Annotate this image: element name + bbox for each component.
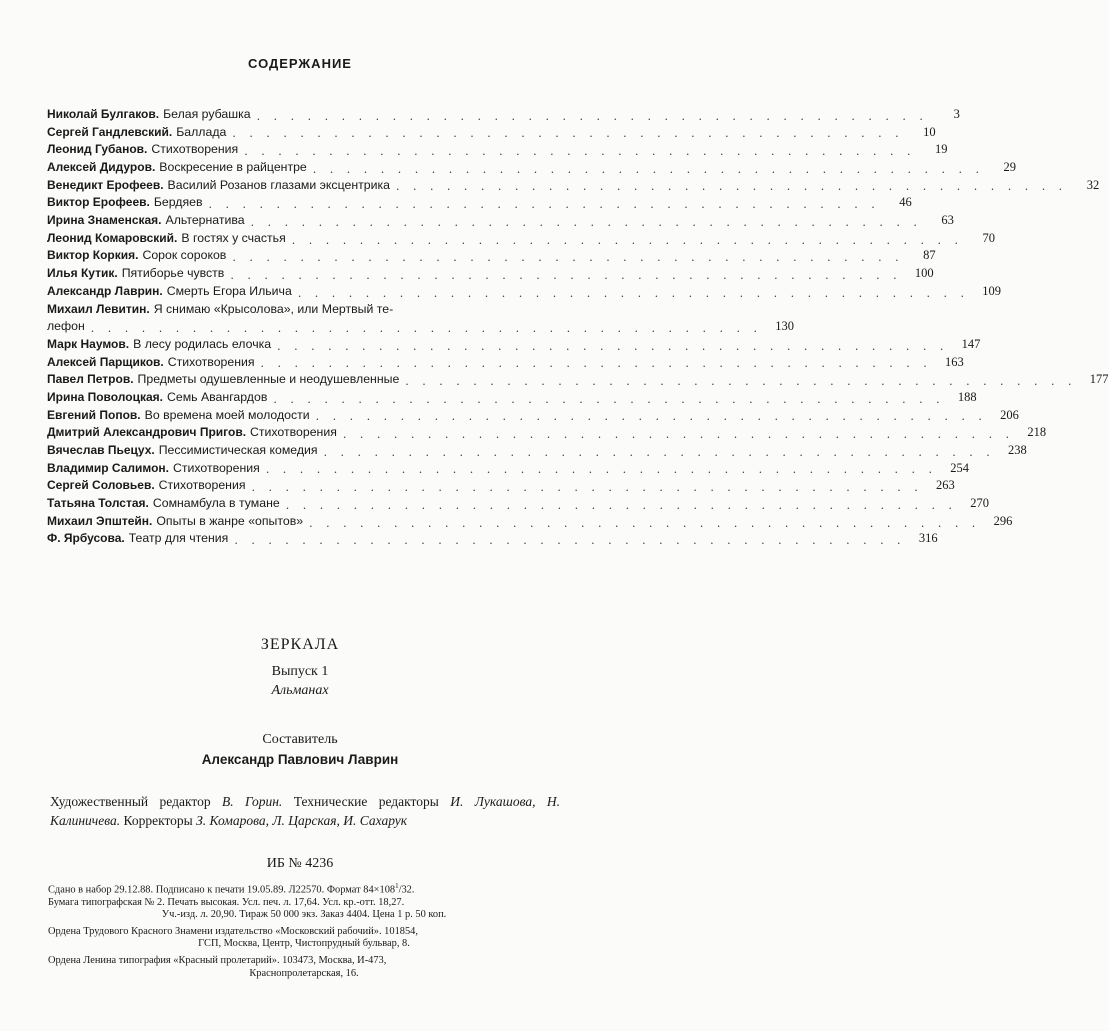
toc-work-title: Воскресение в райцентре <box>159 160 307 175</box>
imprint-line-3: Уч.-изд. л. 20,90. Тираж 50 000 экз. Заказ 4404. Цена 1 р. 50 коп. <box>161 908 447 920</box>
toc-author: Алексей Дидуров. <box>47 160 156 175</box>
printer-line-2: Краснопролетарская, 16. <box>249 967 359 979</box>
toc-leader-dots: . . . . . . . . . . . . . . . . . . . . . . . . . . . . . . . . . . . . . . . . <box>256 109 928 123</box>
toc-work-title: Семь Авангардов <box>166 389 268 404</box>
toc-author: Венедикт Ерофеев. <box>47 177 164 192</box>
toc-leader-dots: . . . . . . . . . . . . . . . . . . . . . . . . . . . . . . . . . . . . . . . . <box>90 321 762 335</box>
toc-work-title: Белая рубашка <box>163 106 251 121</box>
toc-entry-text <box>47 353 255 372</box>
toc-entry <box>47 442 1027 460</box>
toc-entry <box>47 265 934 283</box>
genre-label: Альманах <box>271 683 329 698</box>
toc-work-title: Стихотворения <box>172 460 260 475</box>
toc-entry-text <box>47 264 224 283</box>
toc-author: Марк Наумов. <box>47 336 130 351</box>
toc-author: Сергей Соловьев. <box>47 478 155 493</box>
toc-work-title: Опыты в жанре «опытов» <box>156 513 304 528</box>
toc-author: Дмитрий Александрович Пригов. <box>47 425 247 440</box>
toc-leader-dots: . . . . . . . . . . . . . . . . . . . . . . . . . . . . . . . . . . . . . . . . <box>265 463 938 477</box>
toc-leader-dots: . . . . . . . . . . . . . . . . . . . . . . . . . . . . . . . . . . . . . . . . <box>250 215 922 229</box>
toc-author: Павел Петров. <box>47 372 134 387</box>
toc-page-number: 238 <box>1008 443 1027 458</box>
toc-entry-text <box>47 193 202 212</box>
toc-work-title: Василий Розанов глазами эксцентрика <box>167 177 390 192</box>
toc-leader-dots: . . . . . . . . . . . . . . . . . . . . . . . . . . . . . . . . . . . . . . . . <box>315 410 987 424</box>
toc-title: СОДЕРЖАНИЕ <box>248 56 352 71</box>
toc-entry <box>47 495 989 513</box>
toc-author: Виктор Ерофеев. <box>47 195 150 210</box>
toc-leader-dots: . . . . . . . . . . . . . . . . . . . . . . . . . . . . . . . . . . . . . . . . <box>230 268 902 282</box>
toc-work-title: Я снимаю «Крысолова», или Мертвый те- <box>153 301 394 316</box>
toc-work-title: Стихотворения <box>158 478 246 493</box>
toc-leader-dots: . . . . . . . . . . . . . . . . . . . . . . . . . . . . . . . . . . . . . . . . <box>208 198 880 212</box>
toc-page-number: 254 <box>950 460 970 475</box>
toc-entry-text <box>47 229 286 248</box>
art-editor-name: В. Горин. <box>221 794 283 809</box>
toc-page-number: 32 <box>1086 177 1100 192</box>
toc-leader-dots: . . . . . . . . . . . . . . . . . . . . . . . . . . . . . . . . . . . . . . . . <box>251 481 923 495</box>
toc-work-title: Баллада <box>176 124 227 139</box>
toc-author: Леонид Комаровский. <box>47 230 178 245</box>
toc-entry <box>47 301 556 319</box>
proofreader-2: Л. Царская, <box>272 813 340 828</box>
toc-page-number: 163 <box>945 354 964 369</box>
toc-entry <box>47 389 977 407</box>
tech-editor-2: Н. Калиничева. <box>50 794 561 828</box>
toc-entry <box>47 424 1047 442</box>
toc-entry-text <box>47 300 393 319</box>
toc-entry-text <box>47 370 399 389</box>
toc-leader-dots: . . . . . . . . . . . . . . . . . . . . . . . . . . . . . . . . . . . . . . . . <box>232 127 904 141</box>
publisher-line-2: ГСП, Москва, Центр, Чистопрудный бульвар, 8. <box>198 938 410 950</box>
toc-entry <box>47 159 1017 177</box>
toc-entry <box>47 477 955 495</box>
tech-editors-label: Технические редакторы <box>293 794 439 809</box>
toc-leader-dots: . . . . . . . . . . . . . . . . . . . . . . . . . . . . . . . . . . . . . . . . <box>312 162 985 176</box>
toc-author: Татьяна Толстая. <box>47 496 149 511</box>
toc-page-number: 109 <box>982 283 1002 298</box>
toc-entry <box>47 407 1019 425</box>
toc-leader-dots: . . . . . . . . . . . . . . . . . . . . . . . . . . . . . . . . . . . . . . . . <box>395 180 1068 194</box>
toc-author: Леонид Губанов. <box>47 142 148 157</box>
toc-work-title: лефон <box>47 319 85 334</box>
proofreader-1: З. Комарова, <box>196 813 270 828</box>
toc-entry-text <box>47 105 251 124</box>
toc-entry-text <box>47 140 238 159</box>
toc-entry <box>47 283 1002 301</box>
table-of-contents <box>47 106 1109 548</box>
toc-author: Виктор Коркия. <box>47 248 139 263</box>
toc-entry-text <box>47 476 246 495</box>
toc-work-title: Стихотворения <box>151 142 239 157</box>
toc-entry <box>47 194 912 212</box>
imprint-format-tail: /32. <box>398 884 415 896</box>
issue-number: Выпуск 1 <box>271 664 329 679</box>
toc-entry-text <box>47 335 271 354</box>
toc-leader-dots: . . . . . . . . . . . . . . . . . . . . . . . . . . . . . . . . . . . . . . . . <box>342 428 1015 442</box>
art-editor-label: Художественный редактор <box>50 794 211 809</box>
toc-page-number: 70 <box>982 230 995 245</box>
toc-work-title: Бердяев <box>153 195 203 210</box>
toc-author: Михаил Эпштейн. <box>47 513 153 528</box>
toc-leader-dots: . . . . . . . . . . . . . . . . . . . . . . . . . . . . . . . . . . . . . . . . <box>309 516 981 530</box>
toc-page-number: 177 <box>1089 372 1109 387</box>
toc-work-title: Альтернатива <box>165 213 245 228</box>
proofreaders-label: Корректоры <box>123 813 193 828</box>
toc-leader-dots: . . . . . . . . . . . . . . . . . . . . . . . . . . . . . . . . . . . . . . . . <box>277 339 949 353</box>
toc-page-number: 263 <box>935 478 955 493</box>
toc-author: Сергей Гандлевский. <box>47 124 173 139</box>
toc-entry-text <box>47 529 228 548</box>
toc-page-number: 46 <box>899 195 912 210</box>
toc-entry <box>47 124 936 142</box>
toc-entry-text <box>47 512 303 531</box>
toc-entry-text <box>47 388 267 407</box>
toc-leader-dots: . . . . . . . . . . . . . . . . . . . . . . . . . . . . . . . . . . . . . . . . <box>323 445 995 459</box>
toc-page-number: 270 <box>970 496 989 511</box>
toc-entry <box>47 141 948 159</box>
toc-author: Ирина Поволоцкая. <box>47 389 163 404</box>
toc-work-title: В лесу родилась елочка <box>133 336 272 351</box>
toc-page-number: 63 <box>941 213 954 228</box>
toc-leader-dots: . . . . . . . . . . . . . . . . . . . . . . . . . . . . . . . . . . . . . . . . <box>297 286 970 300</box>
tech-editor-1: И. Лукашова, <box>450 794 536 809</box>
toc-entry <box>47 513 1013 531</box>
toc-page-number: 147 <box>961 336 981 351</box>
toc-author: Александр Лаврин. <box>47 283 163 298</box>
toc-entry <box>47 230 995 248</box>
toc-author: Ф. Ярбусова. <box>47 531 125 546</box>
toc-leader-dots: . . . . . . . . . . . . . . . . . . . . . . . . . . . . . . . . . . . . . . . . <box>260 357 932 371</box>
toc-page-number: 206 <box>1000 407 1019 422</box>
toc-entry <box>47 106 960 124</box>
toc-entry <box>47 336 981 354</box>
toc-author: Евгений Попов. <box>47 407 141 422</box>
toc-work-title: Пессимистическая комедия <box>158 443 318 458</box>
imprint-block <box>48 880 560 980</box>
proofreader-3: И. Сахарук <box>343 813 408 828</box>
toc-work-title: Сомнамбула в тумане <box>152 496 280 511</box>
toc-page-number: 316 <box>918 531 938 546</box>
toc-entry-text <box>47 317 85 336</box>
toc-page-number: 100 <box>914 266 934 281</box>
toc-page-number: 10 <box>923 124 936 139</box>
toc-entry <box>47 177 1100 195</box>
toc-author: Ирина Знаменская. <box>47 213 162 228</box>
toc-leader-dots: . . . . . . . . . . . . . . . . . . . . . . . . . . . . . . . . . . . . . . . . <box>244 145 916 159</box>
toc-page-number: 130 <box>775 319 794 334</box>
imprint-line-2: Бумага типографская № 2. Печать высокая. Усл. печ. л. 17,64. Усл. кр.-отт. 18,27. <box>48 896 405 908</box>
toc-entry <box>47 531 938 549</box>
toc-leader-dots: . . . . . . . . . . . . . . . . . . . . . . . . . . . . . . . . . . . . . . . . <box>291 233 963 247</box>
imprint-line-1 <box>48 880 560 897</box>
compiler-label: Составитель <box>262 732 338 747</box>
toc-entry <box>47 212 954 230</box>
toc-work-title: Стихотворения <box>250 425 337 440</box>
toc-author: Алексей Парщиков. <box>47 354 164 369</box>
compiler-name: Александр Павлович Лаврин <box>201 752 399 767</box>
toc-page-number: 218 <box>1027 425 1047 440</box>
toc-work-title: Смерть Егора Ильича <box>166 283 292 298</box>
toc-author: Николай Булгаков. <box>47 106 160 121</box>
toc-leader-dots: . . . . . . . . . . . . . . . . . . . . . . . . . . . . . . . . . . . . . . . . <box>405 375 1077 388</box>
toc-leader-dots: . . . . . . . . . . . . . . . . . . . . . . . . . . . . . . . . . . . . . . . . <box>285 498 957 512</box>
imprint-line-1-text: Сдано в набор 29.12.88. Подписано к печати 19.05.89. Л22570. Формат 84×108 <box>48 884 396 896</box>
toc-entry-text <box>47 459 260 478</box>
toc-page-number: 188 <box>957 389 977 404</box>
toc-author: Илья Кутик. <box>47 266 118 281</box>
toc-leader-dots: . . . . . . . . . . . . . . . . . . . . . . . . . . . . . . . . . . . . . . . . <box>273 392 945 406</box>
toc-page-number: 87 <box>923 248 936 263</box>
imprint-format-sup: 1 <box>395 882 399 890</box>
toc-page-number: 29 <box>1003 160 1017 175</box>
toc-author: Михаил Левитин. <box>47 301 150 316</box>
toc-entry <box>47 354 964 372</box>
toc-entry-text <box>47 211 245 230</box>
toc-leader-dots: . . . . . . . . . . . . . . . . . . . . . . . . . . . . . . . . . . . . . . . . <box>232 251 904 265</box>
toc-page-number: 19 <box>934 142 948 157</box>
publisher-line-1: Ордена Трудового Красного Знамени издательство «Московский рабочий». 101854, <box>48 926 418 938</box>
toc-entry-text <box>47 406 310 425</box>
toc-entry-text <box>47 123 226 142</box>
toc-entry-text <box>47 158 307 177</box>
toc-work-title: Стихотворения <box>167 354 255 369</box>
toc-entry <box>47 318 794 336</box>
toc-leader-dots: . . . . . . . . . . . . . . . . . . . . . . . . . . . . . . . . . . . . . . . . <box>234 534 906 548</box>
toc-entry-text <box>47 494 280 513</box>
toc-entry-text <box>47 246 226 265</box>
printer-line-1: Ордена Ленина типография «Красный пролетарий». 103473, Москва, И-473, <box>48 955 387 967</box>
toc-entry-text <box>47 441 318 460</box>
toc-work-title: Сорок сороков <box>142 248 227 263</box>
ib-number: ИБ № 4236 <box>266 856 334 871</box>
toc-page-number: 296 <box>993 513 1013 528</box>
toc-author: Вячеслав Пьецух. <box>47 443 155 458</box>
toc-entry <box>47 371 1109 389</box>
toc-entry <box>47 248 936 266</box>
toc-entry-text <box>47 282 292 301</box>
series-title: ЗЕРКАЛА <box>260 636 340 653</box>
toc-work-title: Предметы одушевленные и неодушевленные <box>137 372 400 387</box>
toc-work-title: Во времена моей молодости <box>144 407 310 422</box>
editors-credits <box>50 792 560 830</box>
toc-entry-text <box>47 423 337 442</box>
toc-work-title: В гостях у счастья <box>181 230 286 245</box>
toc-work-title: Театр для чтения <box>128 531 229 546</box>
toc-entry-text <box>47 176 390 195</box>
toc-author: Владимир Салимон. <box>47 460 169 475</box>
toc-entry <box>47 460 970 478</box>
toc-work-title: Пятиборье чувств <box>121 266 225 281</box>
toc-page-number: 3 <box>953 106 960 121</box>
